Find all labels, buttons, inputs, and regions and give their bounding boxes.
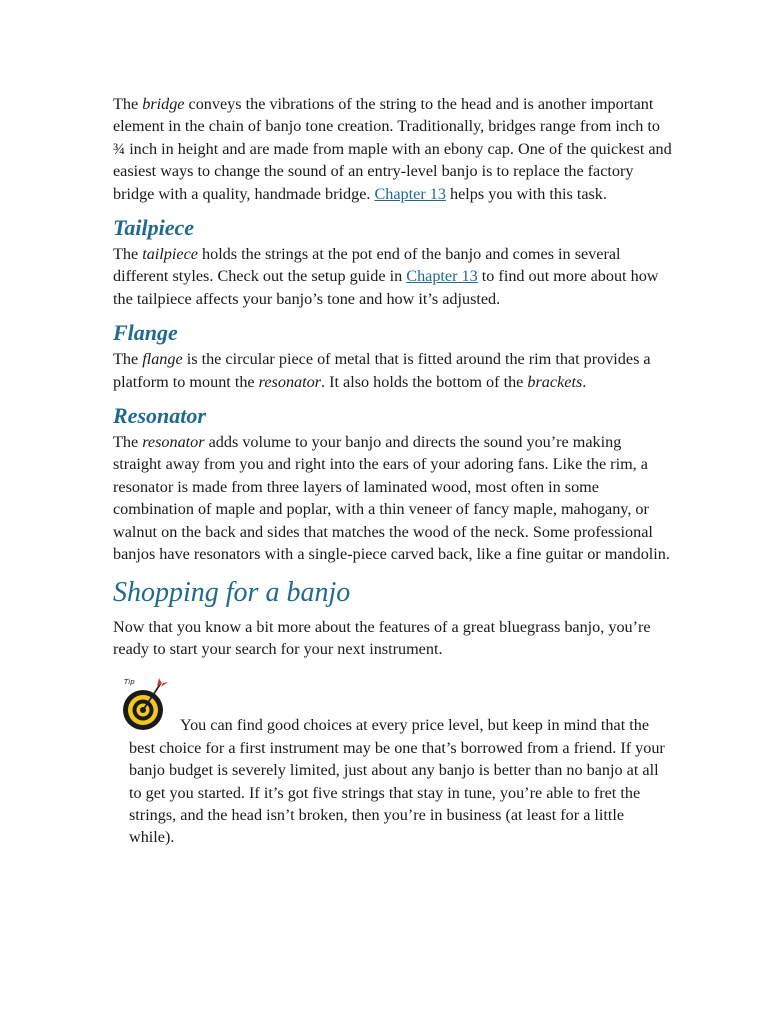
tailpiece-heading: Tailpiece: [113, 215, 195, 241]
tip-paragraph: You can find good choices at every price level, but keep in mind that the best choice for a first instrument may be one that’s borrowed from a friend. If your banjo budget is severely limited, just about any banjo is better than no banjo at all to get you started. If it’s got five strings that stay in tune, you’re able to fret the strings, and the head isn’t broken, then you’re in business (at least for a little while).: [129, 716, 665, 847]
text-run: helps you with this task.: [445, 184, 607, 203]
term-brackets: brackets: [527, 372, 583, 391]
text-run: to find out more about how the tailpiece affects your banjo’s tone and how it’s adjusted.: [113, 267, 659, 308]
flange-paragraph: [113, 348, 673, 393]
bridge-paragraph: [113, 93, 673, 205]
text-run: holds the strings at the pot end of the banjo and comes in several different styles. Check out the setup guide in: [113, 245, 621, 286]
term-tailpiece: tailpiece: [142, 245, 198, 264]
text-run: . It also holds the bottom of the: [321, 372, 528, 391]
text-run: The: [113, 350, 143, 369]
tailpiece-paragraph: [113, 243, 673, 310]
document-page: [113, 93, 673, 849]
text-run: adds volume to your banjo and directs the sound you’re making straight away from you and right into the ears of your adoring fans. Like the rim, a resonator is made from three layers of laminated wood, most often in some combination of maple and poplar, with a thin veneer of fancy maple, mahogany, or walnut on the back and sides that matches the wood of the neck. Some professional banjos have resonators with a single-piece carved back, like a fine guitar or mandolin.: [113, 433, 670, 564]
text-run: The: [113, 95, 143, 113]
text-run: The: [113, 433, 143, 452]
term-resonator: resonator: [258, 372, 322, 391]
chapter-13-link[interactable]: Chapter 13: [406, 267, 478, 286]
text-run: is the circular piece of metal that is fitted around the rim that provides a platform to mount the: [113, 350, 651, 391]
tip-icon-label: Tip: [124, 678, 135, 687]
flange-heading: Flange: [113, 320, 178, 346]
text-run: conveys the vibrations of the string to the head and is another important element in the chain of banjo tone creation. Traditionally, bridges range from inch to ¾ inch in height and are made from maple with an ebony cap. One of the quickest and easiest ways to change the sound of an entry-level banjo is to replace the factory bridge with a quality, handmade bridge.: [113, 95, 672, 203]
resonator-heading: Resonator: [113, 403, 206, 429]
term-resonator: resonator: [142, 433, 205, 452]
text-run: The: [113, 245, 143, 264]
tip-box: [113, 678, 673, 848]
resonator-paragraph: [113, 431, 673, 565]
term-flange: flange: [142, 350, 183, 369]
text-run: .: [582, 372, 587, 391]
term-bridge: bridge: [142, 95, 185, 113]
shopping-intro-paragraph: Now that you know a bit more about the features of a great bluegrass banjo, you’re ready to start your search for your next instrument.: [113, 617, 651, 658]
chapter-13-link[interactable]: Chapter 13: [374, 184, 446, 203]
shopping-heading: Shopping for a banjo: [113, 576, 351, 608]
tip-target-icon: [121, 674, 171, 732]
